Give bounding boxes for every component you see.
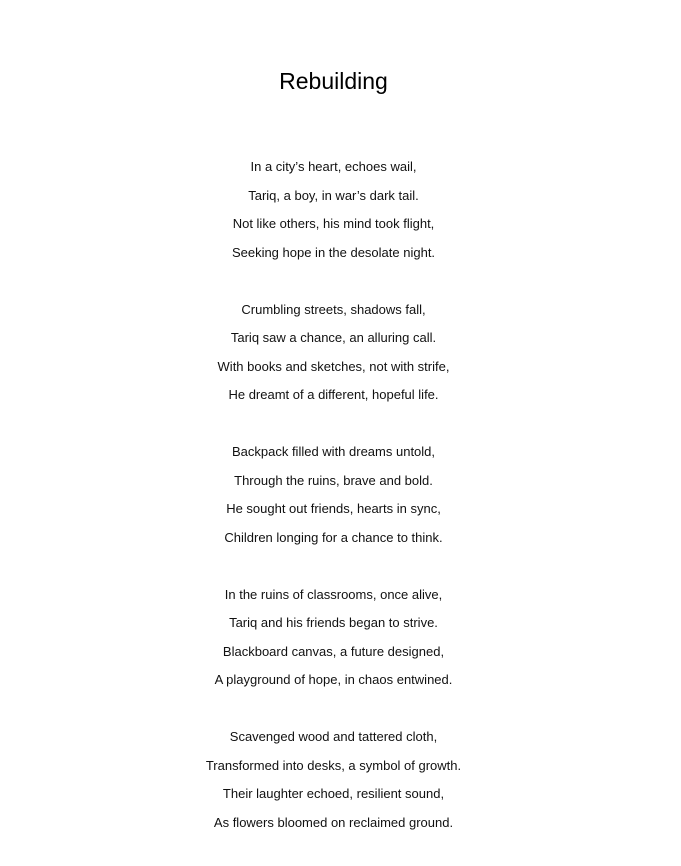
poem-line: He dreamt of a different, hopeful life. <box>228 387 439 402</box>
poem-line: Through the ruins, brave and bold. <box>234 472 433 488</box>
poem-body <box>0 153 667 866</box>
poem-line: In the ruins of classrooms, once alive, <box>224 586 443 602</box>
poem-line: Scavenged wood and tattered cloth, <box>229 729 438 744</box>
stanza-4 <box>0 581 667 695</box>
poem-line: Tariq, a boy, in war’s dark tail. <box>248 187 419 203</box>
poem-line: He sought out friends, hearts in sync, <box>226 501 441 516</box>
stanza-5 <box>0 723 667 837</box>
stanza-3 <box>0 438 667 552</box>
poem-line: Backpack filled with dreams untold, <box>231 444 436 459</box>
poem-line: Tariq saw a chance, an alluring call. <box>230 330 437 345</box>
stanza-1 <box>0 153 667 267</box>
poem-line: Tariq and his friends began to strive. <box>229 615 438 630</box>
poem-line: Not like others, his mind took flight, <box>232 216 435 231</box>
poem-line: A playground of hope, in chaos entwined. <box>214 672 453 687</box>
poem-line: In a city’s heart, echoes wail, <box>250 159 417 174</box>
poem-line: Children longing for a chance to think. <box>224 529 443 545</box>
poem-line: As flowers bloomed on reclaimed ground. <box>213 814 454 830</box>
poem-line: Crumbling streets, shadows fall, <box>241 301 426 317</box>
poem-line: Blackboard canvas, a future designed, <box>222 643 445 659</box>
poem-line: Their laughter echoed, resilient sound, <box>222 786 445 801</box>
poem-line: Transformed into desks, a symbol of growth. <box>205 757 462 773</box>
poem-line: Seeking hope in the desolate night. <box>231 244 436 260</box>
stanza-2 <box>0 296 667 410</box>
poem-title: Rebuilding <box>279 68 388 94</box>
poem-line: With books and sketches, not with strife, <box>217 358 450 374</box>
